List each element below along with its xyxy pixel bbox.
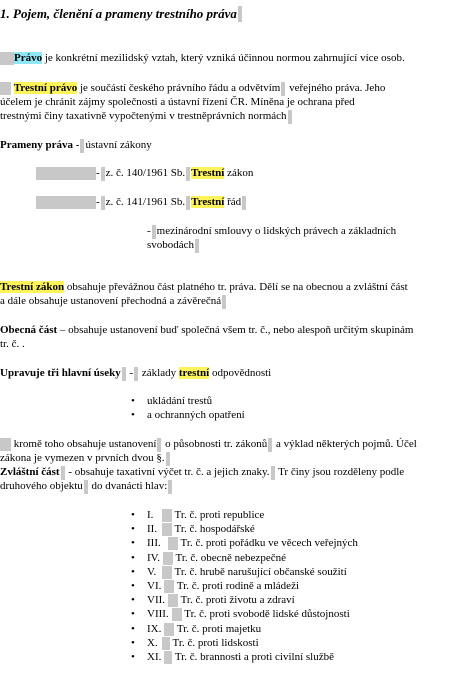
source-item-trestni-zakon: - z. č. 140/1961 Sb. Trestní zákon bbox=[36, 167, 253, 181]
document-page: 1. Pojem, členění a prameny trestního práva Právo je konkrétní mezilidský vztah, který vzniká účinnou normou zahrnující více osob. Trestní právo je součástí českého právního řádu a odvětvím veřejného práva. Jeho účelem je chránit zájmy společnosti a ústavní řízení ČR. Míněna je ochrana před trestnými činy taxativně vypočtenými v trestněprávních normách Prameny práva - ústavní zákony - z. č. 140/1961 Sb. Trestní zákon - z. č. 141/1961 Sb. Trestní řád - mezinárodní smlouvy o lidských právech a základních svobodách Trestní zákon obsahuje převážnou část platného tr. práva. Dělí se na obecnou a zvláštní část a dále obsahuje ustanovení přechodná a závěrečná Obecná část – obsahuje ustanovení buď společná všem tr. č., nebo alespoň určitým skupinám tr. č. . Upravuje tři hlavní úseky - základy trestní odpovědnosti • ukládání trestů • a ochranných opatření kromě toho obsahuje ustanovení o působnosti tr. zákonů a výklad některých pojmů. Účel zákona je vymezen v prvních dvou §. Zvláštní část - obsahuje taxativní výčet tr. č. a jejich znaky. Tr činy jsou rozděleny podle druhového objektu do dvanácti hlav: • I. Tr. č. proti republice • II. Tr. č. hospodářské • III. Tr. č. proti pořádku ve věcech veřejných • IV. Tr. č. obecně nebezpečné • V. Tr. č. hrubě narušující občanské soužití • VI. Tr. č. proti rodině a mládeži • VII. Tr. č. proti životu a zdraví • VIII. Tr. č. proti svobodě lidské důstojnosti • IX. Tr. č. proti majetku • X. Tr. č. proti lidskosti • XI. Tr. č. brannosti a proti civilní službě bbox=[0, 6, 417, 663]
head-text: Tr. č. proti životu a zdraví bbox=[178, 594, 295, 606]
head-text: Tr. č. proti majetku bbox=[174, 623, 262, 635]
head-text: Tr. č. hrubě narušující občanské soužití bbox=[172, 566, 347, 578]
list-item bbox=[147, 651, 334, 664]
bullet-icon: • bbox=[131, 509, 135, 521]
list-item: a ochranných opatření bbox=[147, 409, 245, 421]
paragraph-trestni-zakon: Trestní zákon obsahuje převážnou část platného tr. práva. Dělí se na obecnou a zvláštní část bbox=[0, 281, 408, 293]
head-number: II. bbox=[147, 523, 158, 535]
bullet-icon: • bbox=[131, 395, 135, 407]
bullet-icon: • bbox=[131, 594, 135, 606]
bullet-icon: • bbox=[131, 537, 135, 549]
head-text: Tr. č. proti rodině a mládeži bbox=[174, 580, 300, 592]
head-number: III. bbox=[147, 537, 161, 549]
paragraph-hlavni-useky: Upravuje tři hlavní úseky - základy trestní odpovědnosti bbox=[0, 367, 272, 379]
list-item bbox=[147, 523, 255, 536]
head-text: Tr. č. obecně nebezpečné bbox=[172, 552, 286, 564]
head-number: VIII. bbox=[147, 608, 169, 620]
head-number: VI. bbox=[147, 580, 162, 592]
list-item bbox=[147, 580, 299, 593]
paragraph-obecna-cast: Obecná část – obsahuje ustanovení buď společná všem tr. č., nebo alespoň určitým skupinám bbox=[0, 324, 414, 336]
paragraph-pravo: Právo je konkrétní mezilidský vztah, který vzniká účinnou normou zahrnující více osob. bbox=[0, 52, 405, 65]
head-number: XI. bbox=[147, 651, 162, 663]
list-item bbox=[147, 608, 350, 621]
paragraph-trestni-pravo: Trestní právo je součástí českého právního řádu a odvětvím veřejného práva. Jeho bbox=[0, 82, 385, 96]
list-item bbox=[147, 566, 347, 579]
head-text: Tr. č. proti republice bbox=[172, 509, 265, 521]
head-number: IX. bbox=[147, 623, 162, 635]
head-text: Tr. č. proti pořádku ve věcech veřejných bbox=[178, 537, 358, 549]
bullet-icon: • bbox=[131, 409, 135, 421]
list-item bbox=[147, 637, 259, 650]
bullet-icon: • bbox=[131, 552, 135, 564]
paragraph-zvlastni-cast: Zvláštní část - obsahuje taxativní výčet tr. č. a jejich znaky. Tr činy jsou rozděleny podle bbox=[0, 466, 405, 478]
bullet-icon: • bbox=[131, 623, 135, 635]
page-title: 1. Pojem, členění a prameny trestního práva bbox=[0, 6, 243, 22]
head-number: X. bbox=[147, 637, 158, 649]
bullet-icon: • bbox=[131, 651, 135, 663]
head-text: Tr. č. hospodářské bbox=[172, 523, 255, 535]
source-item-mezinarodni: - mezinárodní smlouvy o lidských právech a základních bbox=[147, 225, 397, 237]
bullet-icon: • bbox=[131, 608, 135, 620]
list-item bbox=[147, 623, 261, 636]
head-number: VII. bbox=[147, 594, 166, 606]
source-item-trestni-rad: - z. č. 141/1961 Sb. Trestní řád bbox=[36, 196, 247, 210]
bullet-icon: • bbox=[131, 566, 135, 578]
list-item bbox=[147, 537, 358, 550]
head-number: I. bbox=[147, 509, 154, 521]
bullet-icon: • bbox=[131, 523, 135, 535]
head-text: Tr. č. brannosti a proti civilní službě bbox=[172, 651, 334, 663]
list-item bbox=[147, 594, 295, 607]
head-text: Tr. č. proti lidskosti bbox=[170, 637, 259, 649]
head-number: IV. bbox=[147, 552, 160, 564]
list-item bbox=[147, 509, 264, 522]
head-text: Tr. č. proti svobodě lidské důstojnosti bbox=[181, 608, 350, 620]
list-item: ukládání trestů bbox=[147, 395, 213, 407]
paragraph-ustanoveni: kromě toho obsahuje ustanovení o působnosti tr. zákonů a výklad některých pojmů. Účel bbox=[0, 438, 417, 452]
head-number: V. bbox=[147, 566, 157, 578]
sources-heading: Prameny práva - ústavní zákony bbox=[0, 139, 152, 151]
bullet-icon: • bbox=[131, 637, 135, 649]
bullet-icon: • bbox=[131, 580, 135, 592]
list-item bbox=[147, 552, 286, 565]
